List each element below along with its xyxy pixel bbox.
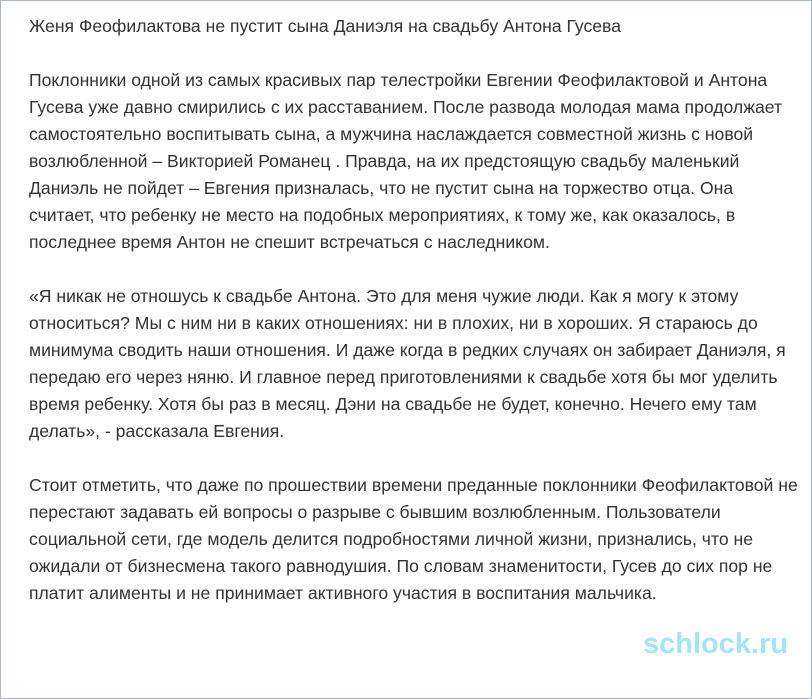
article-paragraph-2: «Я никак не отношусь к свадьбе Антона. Это для меня чужие люди. Как я могу к этому относиться? Мы с ним ни в каких отношениях: ни в плохих, ни в хороших. Я стараюсь до минимума сводить наши отношения. И даже когда в редких случаях он забирает Даниэля, я передаю его через няню. И главное перед приготовлениями к свадьбе хотя бы мог уделить время ребенку. Хотя бы раз в месяц. Дэни на свадьбе не будет, конечно. Нечего ему там делать», - рассказала Евгения. [29,286,786,441]
article-paragraph-1: Поклонники одной из самых красивых пар телестройки Евгении Феофилактовой и Антона Гусева уже давно смирились с их расставанием. После развода молодая мама продолжает самостоятельно воспитывать сына, а мужчина наслаждается совместной жизнь с новой возлюбленной – Викторией Романец . Правда, на их предстоящую свадьбу маленький Даниэль не пойдет – Евгения призналась, что не пустит сына на торжество отца. Она считает, что ребенку не место на подобных мероприятиях, к тому же, как оказалось, в последнее время Антон не спешит встречаться с наследником. [29,70,783,252]
article-title: Женя Феофилактова не пустит сына Даниэля на свадьбу Антона Гусева [29,16,621,36]
site-watermark: schlock.ru [643,628,789,660]
article [29,13,799,607]
article-paragraph-3: Стоит отметить, что даже по прошествии времени преданные поклонники Феофилактовой не перестают задавать ей вопросы о разрыве с бывшим возлюбленным. Пользователи социальной сети, где модель делится подробностями личной жизни, признались, что не ожидали от бизнесмена такого равнодушия. По словам знаменитости, Гусев до сих пор не платит алименты и не принимает активного участия в воспитания мальчика. [29,475,798,603]
